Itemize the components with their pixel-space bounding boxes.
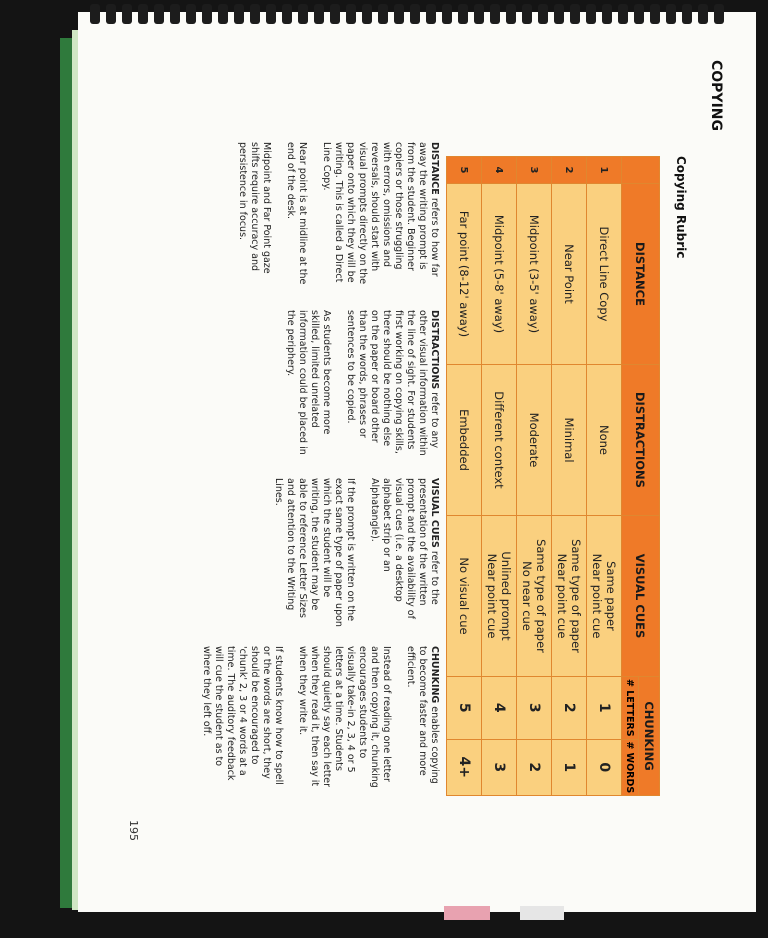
paragraph: refer to the presentation of the written prompt and the availability of visual cues (i.e. a desktop alphabet strip or an Alphatangle). bbox=[369, 478, 440, 619]
page-header: COPYING bbox=[708, 60, 724, 131]
header-letters: # LETTERS bbox=[622, 677, 639, 740]
row-number: 3 bbox=[517, 157, 552, 184]
visual-cue-line: Near point cue bbox=[485, 553, 499, 639]
page-tab-grey bbox=[520, 906, 564, 920]
visual-cue-line: Near point cue bbox=[555, 553, 569, 639]
explanation-columns bbox=[140, 142, 440, 802]
page-tab-pink bbox=[444, 906, 490, 920]
visual-cue-line: Same type of paper bbox=[569, 539, 583, 653]
cell-distractions: None bbox=[587, 365, 622, 516]
header-visual-cues: VISUAL CUES bbox=[622, 516, 660, 677]
cell-visual-cues bbox=[587, 516, 622, 677]
cell-words: 1 bbox=[552, 739, 587, 795]
table-row bbox=[447, 157, 482, 796]
cell-distance: Midpoint (3-5' away) bbox=[517, 184, 552, 365]
row-number: 5 bbox=[447, 157, 482, 184]
cell-visual-cues bbox=[517, 516, 552, 677]
paragraph: As students become more skilled, limited unrelated information could be placed in the periphery. bbox=[285, 310, 332, 455]
table-row bbox=[482, 157, 517, 796]
page-number: 195 bbox=[127, 820, 140, 841]
cell-letters: 3 bbox=[517, 677, 552, 740]
header-words: # WORDS bbox=[622, 739, 639, 795]
paragraph: refer to any other visual information within the line of sight. For students first working on copying skills, there should be nothing else on the paper or board other than the words, phrases or sentences to be copied. bbox=[345, 310, 440, 456]
cell-words: 2 bbox=[517, 739, 552, 795]
rubric-title: Copying Rubric bbox=[674, 156, 688, 259]
paragraph: Near point is at midline at the end of the desk. bbox=[285, 142, 308, 285]
chunking-explanation bbox=[140, 646, 440, 796]
visual-cue-line: Near point cue bbox=[590, 553, 604, 639]
term-visual-cues: VISUAL CUES bbox=[429, 478, 440, 548]
table-row bbox=[552, 157, 587, 796]
paragraph: enables copying to become faster and more efficient. bbox=[405, 646, 440, 784]
distractions-explanation bbox=[140, 310, 440, 460]
visual-cue-line: No visual cue bbox=[457, 557, 471, 635]
header-chunking: CHUNKING bbox=[639, 677, 660, 796]
paragraph: If the prompt is written on the exact same type of paper upon which the student will be writing, the student may be able to reference Letter Sizes and attention to the Writing Lines. bbox=[273, 478, 356, 627]
term-distractions: DISTRACTIONS bbox=[429, 310, 440, 390]
spiral-binding bbox=[90, 4, 754, 26]
visual-cue-line: Same type of paper bbox=[534, 539, 548, 653]
distance-explanation bbox=[140, 142, 440, 292]
cell-distance: Direct Line Copy bbox=[587, 184, 622, 365]
paragraph: refers to how far away the writing prompt is from the student. Beginner copiers or those struggling with errors, omissions and reversals, should start with visual prompts directly on the paper onto which they will be writing. This is called a Direct Line Copy. bbox=[321, 142, 440, 285]
cell-distractions: Minimal bbox=[552, 365, 587, 516]
table-row bbox=[587, 157, 622, 796]
cell-visual-cues bbox=[552, 516, 587, 677]
cell-letters: 2 bbox=[552, 677, 587, 740]
cell-distance: Midpoint (5-8' away) bbox=[482, 184, 517, 365]
rotated-page-content bbox=[90, 60, 730, 850]
cell-distance: Far point (8-12' away) bbox=[447, 184, 482, 365]
header-distractions: DISTRACTIONS bbox=[622, 365, 660, 516]
paragraph: If students know how to spell or the words are short, they should be encouraged to 'chunk' 2, 3 or 4 words at a time. The auditory feedback will cue the student as to where they left off. bbox=[201, 646, 284, 785]
visual-cue-line: No near cue bbox=[520, 561, 534, 631]
cell-distractions: Different context bbox=[482, 365, 517, 516]
cell-distance: Near Point bbox=[552, 184, 587, 365]
paragraph: Instead of reading one letter and then copying it, chunking encourages students to visually take-in 2, 3, 4 or 5 letters at a time. Students should quietly say each letter when they read it, then say it when they write it. bbox=[297, 646, 392, 788]
visual-cue-line: Unlined prompt bbox=[499, 551, 513, 641]
row-number: 2 bbox=[552, 157, 587, 184]
cell-visual-cues bbox=[447, 516, 482, 677]
row-number: 4 bbox=[482, 157, 517, 184]
cell-distractions: Moderate bbox=[517, 365, 552, 516]
term-distance: DISTANCE bbox=[429, 142, 440, 195]
cell-distractions: Embedded bbox=[447, 365, 482, 516]
paragraph: Midpoint and Far Point gaze shifts require accuracy and persistence in focus. bbox=[237, 142, 272, 274]
cell-words: 4+ bbox=[447, 739, 482, 795]
cell-visual-cues bbox=[482, 516, 517, 677]
copying-rubric-table bbox=[446, 156, 660, 796]
cell-letters: 5 bbox=[447, 677, 482, 740]
visual-cues-explanation bbox=[140, 478, 440, 628]
visual-cue-line: Same paper bbox=[604, 561, 618, 631]
cell-letters: 4 bbox=[482, 677, 517, 740]
header-distance: DISTANCE bbox=[622, 184, 660, 365]
row-number: 1 bbox=[587, 157, 622, 184]
cell-words: 0 bbox=[587, 739, 622, 795]
cell-letters: 1 bbox=[587, 677, 622, 740]
table-row bbox=[517, 157, 552, 796]
cell-words: 3 bbox=[482, 739, 517, 795]
term-chunking: CHUNKING bbox=[429, 646, 440, 704]
